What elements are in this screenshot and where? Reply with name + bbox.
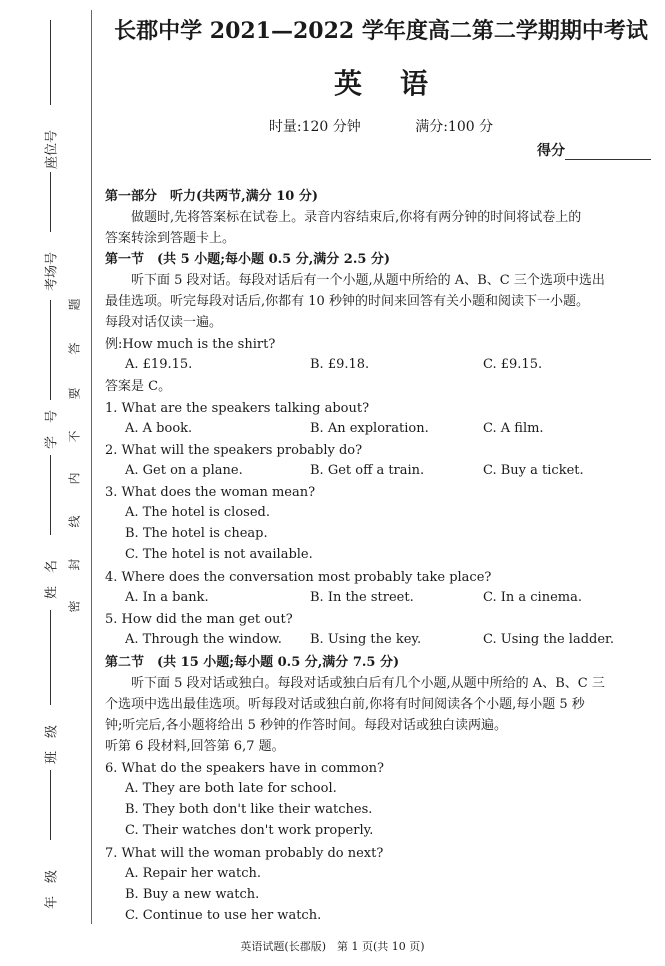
section1-intro: 每段对话仅读一遍。 [105,315,223,330]
question: 2. What will the speakers probably do? [105,443,363,458]
binding-line [91,10,92,924]
option-c: C. In a cinema. [483,590,582,605]
section2-intro: 个选项中选出最佳选项。听每段对话或独白前,你将有时间阅读各个小题,每小题 5 秒 [105,697,585,712]
name-label: 姓 名 [44,560,60,600]
option-a: A. They are both late for school. [125,781,337,796]
example-question: 例:How much is the shirt? [105,337,276,352]
part1-intro: 答案转涂到答题卡上。 [105,231,236,246]
seal-char: 要 [67,387,82,400]
material-note: 听第 6 段材料,回答第 6,7 题。 [105,739,285,754]
seal-char: 封 [67,558,82,571]
student-id-label: 学 号 [44,410,60,450]
seat-number-label: 座位号 [44,130,60,170]
margin-fill-line [50,300,51,400]
option-c: C. Buy a ticket. [483,463,584,478]
seal-char: 不 [67,430,82,443]
exam-meta [105,116,657,136]
example-answer: 答案是 C。 [105,379,172,394]
section1-intro: 最佳选项。听完每段对话后,你都有 10 秒钟的时间来回答有关小题和阅读下一小题。 [105,294,589,309]
option-a: A. Repair her watch. [125,866,262,881]
score-blank[interactable] [565,145,651,160]
seal-char: 密 [67,600,82,613]
part1-intro: 做题时,先将答案标在试卷上。录音内容结束后,你将有两分钟的时间将试卷上的 [105,210,582,225]
option-b: B. Get off a train. [310,463,425,478]
margin-fill-line [50,20,51,105]
option-c: C. Using the ladder. [483,632,614,647]
page-footer: 英语试题(长郡版) 第 1 页(共 10 页) [240,940,425,953]
option-a: A. The hotel is closed. [125,505,270,520]
question: 1. What are the speakers talking about? [105,401,370,416]
seal-char: 内 [67,472,82,485]
question: 5. How did the man get out? [105,612,293,627]
option-a: A. Through the window. [125,632,282,647]
section2-intro: 钟;听完后,各小题将给出 5 秒钟的作答时间。每段对话或独白读两遍。 [105,718,508,733]
class-label: 班 级 [44,725,60,765]
option-b: B. An exploration. [310,421,429,436]
option-b: B. Buy a new watch. [125,887,260,902]
seal-char: 答 [67,342,82,355]
seal-char: 线 [67,515,82,528]
option-c: C. A film. [483,421,544,436]
option-a: A. In a bank. [125,590,209,605]
time-limit: 时量:120 分钟 [268,119,361,135]
exam-title: 长郡中学 2021—2022 学年度高二第二学期期中考试 [114,18,648,44]
score-box [537,140,651,160]
option-b: B. Using the key. [310,632,422,647]
question: 4. Where does the conversation most probably take place? [105,570,492,585]
grade-label: 年 级 [44,870,60,910]
option-a: A. Get on a plane. [125,463,243,478]
option-a: A. £19.15. [125,357,193,372]
option-c: C. Continue to use her watch. [125,908,322,923]
question: 7. What will the woman probably do next? [105,846,384,861]
exam-room-label: 考场号 [44,252,60,292]
margin-fill-line [50,455,51,535]
binding-margin [0,0,92,966]
question: 6. What do the speakers have in common? [105,761,384,776]
option-b: B. The hotel is cheap. [125,526,268,541]
score-label: 得分 [537,143,565,159]
margin-fill-line [50,770,51,840]
seal-char: 题 [67,298,82,311]
subject-title: 英语 [333,67,466,100]
section1-heading: 第一节 (共 5 小题;每小题 0.5 分,满分 2.5 分) [105,252,391,267]
question: 3. What does the woman mean? [105,485,316,500]
option-c: C. The hotel is not available. [125,547,313,562]
section2-heading: 第二节 (共 15 小题;每小题 0.5 分,满分 7.5 分) [105,655,400,670]
section1-intro: 听下面 5 段对话。每段对话后有一个小题,从题中所给的 A、B、C 三个选项中选出 [105,273,605,288]
margin-fill-line [50,610,51,705]
section2-intro: 听下面 5 段对话或独白。每段对话或独白后有几个小题,从题中所给的 A、B、C 三 [105,676,605,691]
option-a: A. A book. [125,421,193,436]
option-b: B. They both don't like their watches. [125,802,373,817]
option-b: B. £9.18. [310,357,370,372]
option-c: C. Their watches don't work properly. [125,823,374,838]
option-c: C. £9.15. [483,357,543,372]
option-b: B. In the street. [310,590,414,605]
part1-heading: 第一部分 听力(共两节,满分 10 分) [105,189,318,204]
margin-fill-line [50,172,51,232]
full-score: 满分:100 分 [415,119,494,135]
